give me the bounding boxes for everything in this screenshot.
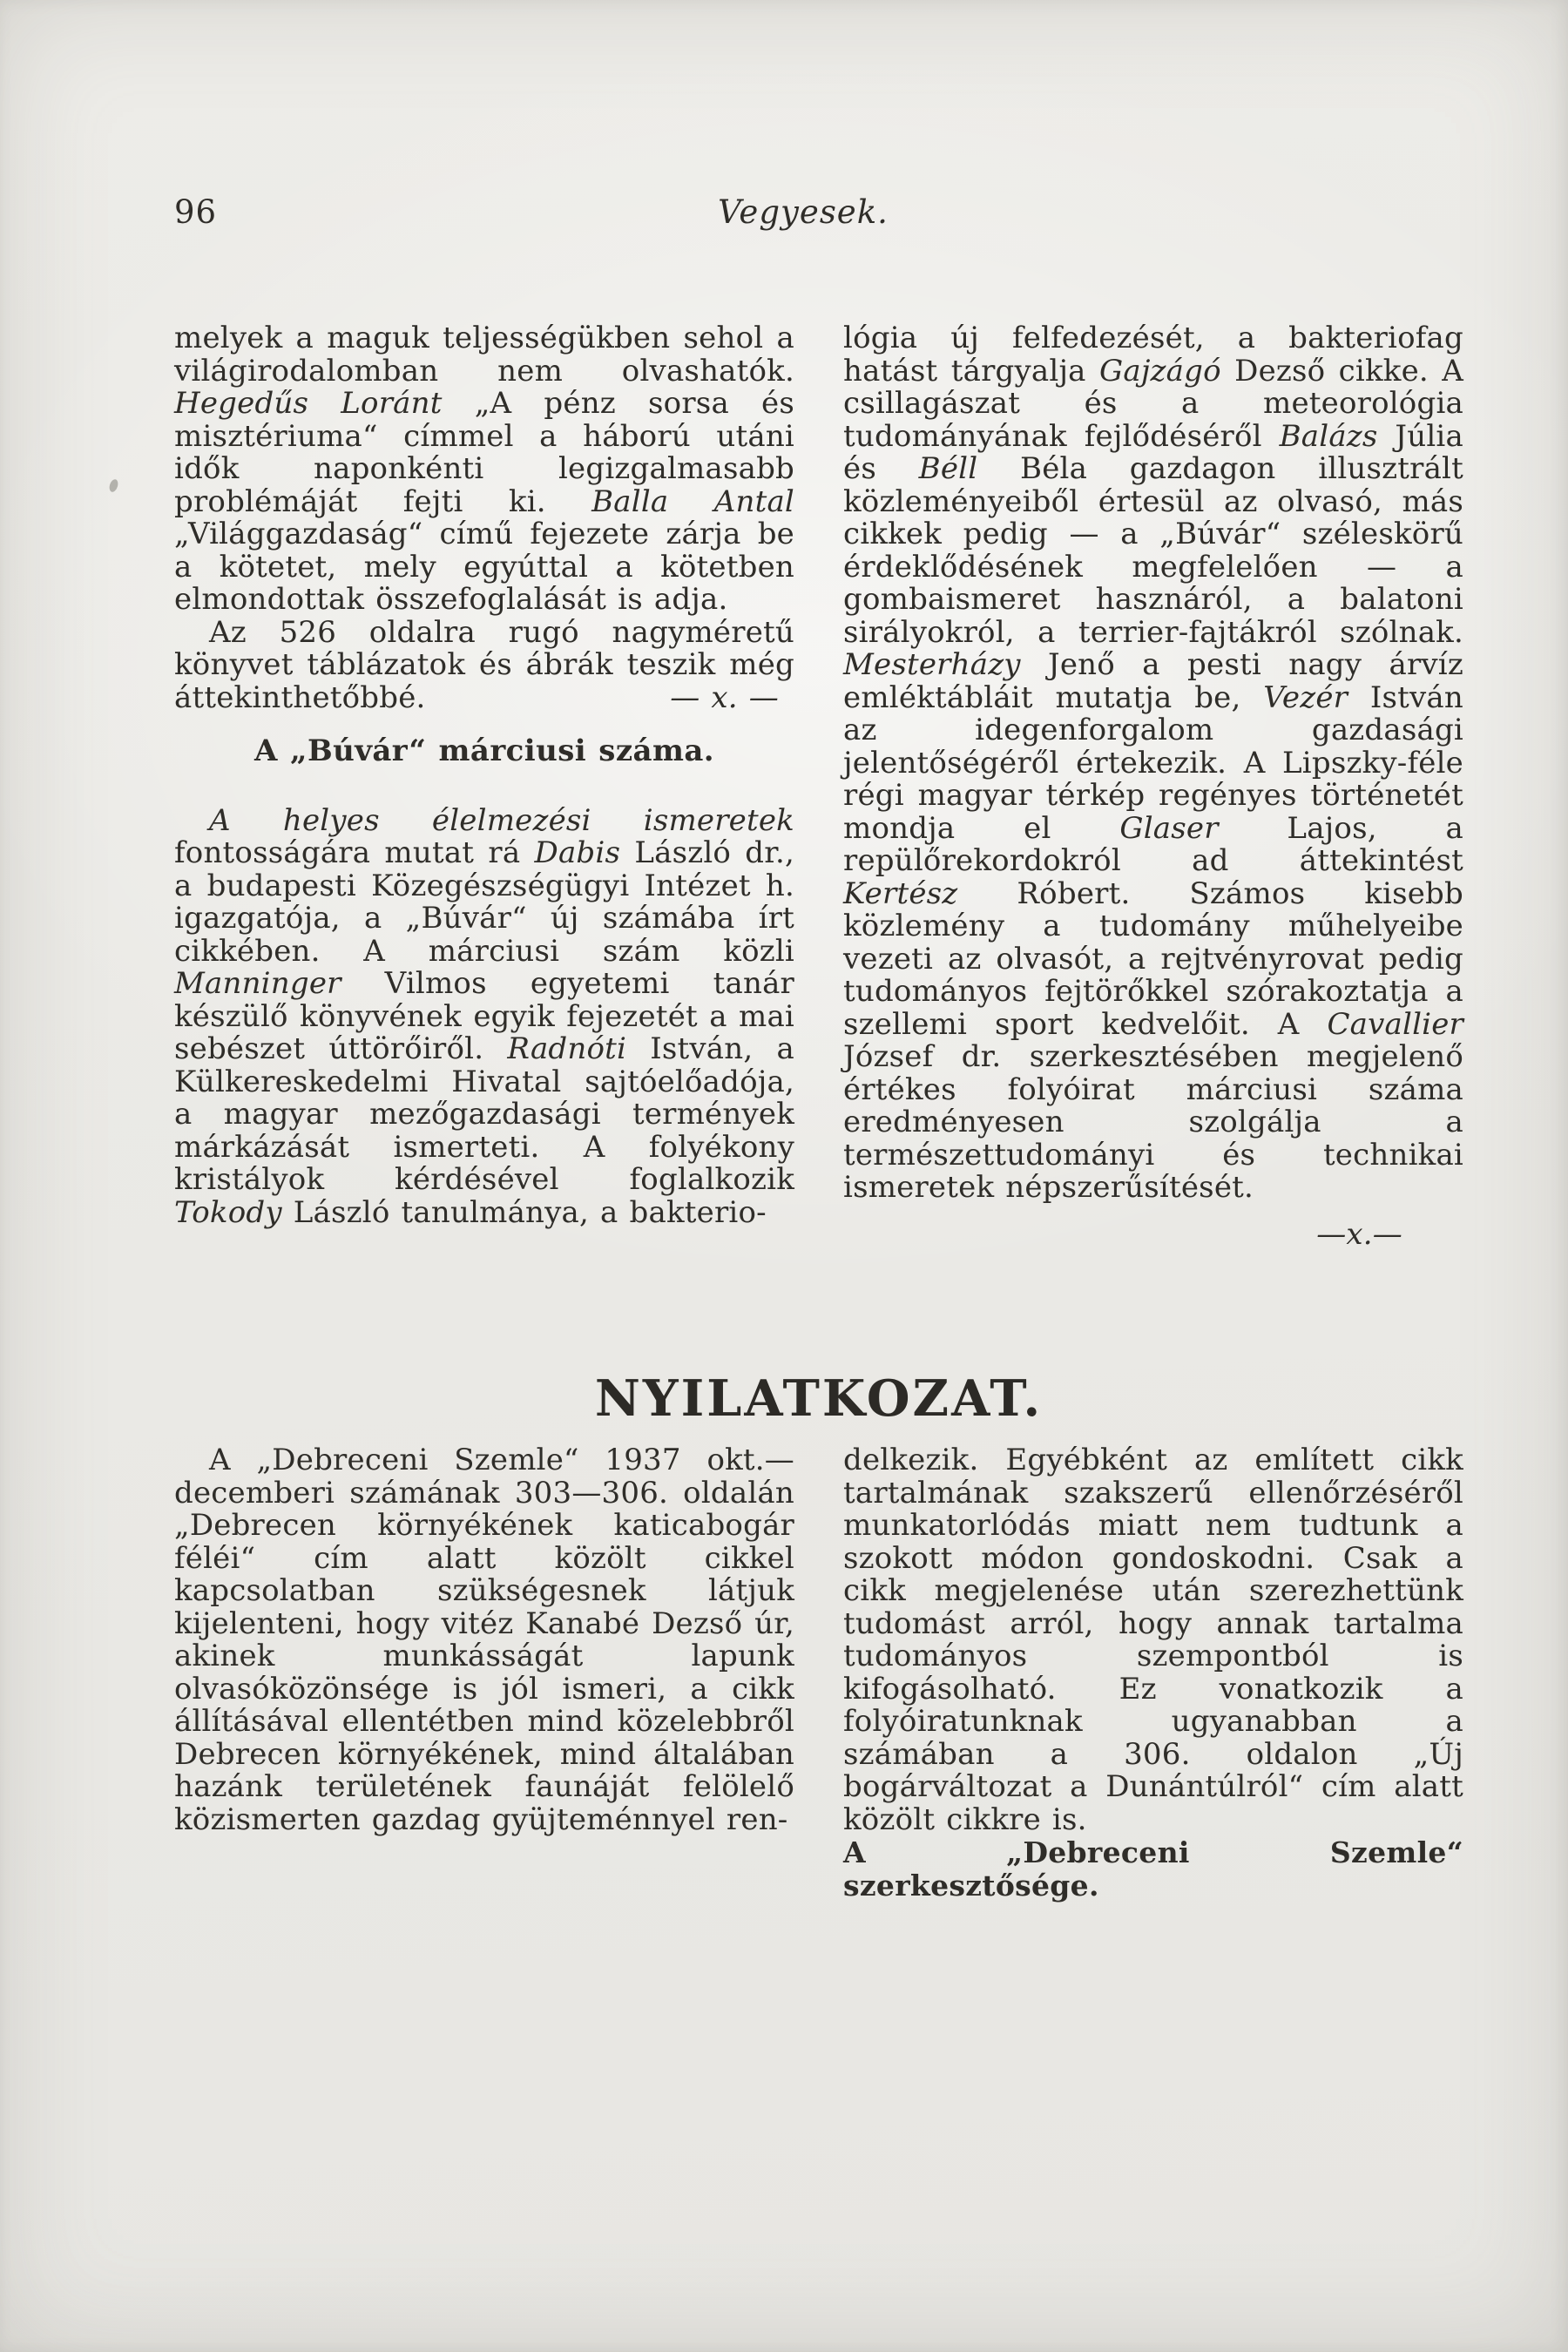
nyilatkozat-heading: NYILATKOZAT. [594, 1369, 1044, 1429]
paragraph-buvar-contents-text: A helyes élelmezési ismeretek fontosságára mutat rá Dabis László dr., a budapesti Közegészségügyi Intézet h. igazgatója, a „Búvár“ új számába írt cikkében. A márciusi szám közli Manninger Vilmos egyetemi tanár készülő könyvének egyik fejezetét a mai sebészet úttörőiről. Radnóti István, a Külkereskedelmi Hivatal sajtóelőadója, a magyar mezőgazdasági termények márkázását ismerteti. A folyékony kristályok kérdésével foglalkozik Tokody László tanulmánya, a bakterio- [174, 802, 794, 1230]
paragraph-declaration-right-text: delkezik. Egyébként az említett cikk tartalmának szakszerű ellenőrzéséről munkatorlódás miatt nem tudtunk a szokott módon gondoskodni. Csak a cikk megjelenése után szerezhettünk tudomást arról, hogy annak tartalma tudományos szempontból is kifogásolható. Ez vonatkozik a folyóiratunknak ugyanabban a számában a 306. oldalon „Új bogárváltozat a Dunántúlról“ cím alatt közölt cikkre is. [843, 1443, 1463, 1837]
running-header [174, 193, 1463, 237]
author-mark-x-right: —x.— [1316, 1216, 1402, 1252]
paragraph-buvar-contents-continued [843, 322, 1463, 1205]
paragraph-declaration-left [174, 1444, 794, 1836]
page-number: 96 [174, 193, 218, 231]
paragraph-book-review-text: melyek a maguk teljességükben sehol a világirodalomban nem olvashatók. Hegedűs Loránt „A pénz sorsa és misztériuma“ címmel a háború utáni idők naponkénti legizgalmasabb problémáját fejti ki. Balla Antal „Világgazdaság“ című fejezete zárja be a kötetet, mely egyúttal a kötetben elmondottak összefoglalását is adja. [174, 321, 794, 617]
paragraph-book-review-continuation [174, 322, 794, 617]
author-mark-x: — x. — [670, 679, 779, 715]
paragraph-buvar-contents [174, 802, 794, 1230]
nyilatkozat-left-column [174, 1444, 794, 1836]
paragraph-buvar-contents-continued-text: lógia új felfedezését, a bakteriofag hatást tárgyalja Gajzágó Dezső cikke. A csillagászat és a meteorológia tudományának fejlődéséről Balázs Júlia és Béll Béla gazdagon illusztrált közleményeiből értesül az olvasó, más cikkek pedig — a „Búvár“ széleskörű érdeklődésének megfelelően — a gombaismeret hasznáról, a balatoni sirályokról, a terrier-fajtákról szólnak. Mesterházy Jenő a pesti nagy árvíz emléktábláit mutatja be, Vezér István az idegenforgalom gazdasági jelentőségéről értekezik. A Lipszky-féle régi magyar térkép regényes történetét mondja el Glaser Lajos, a repülőrekordokról ad áttekintést Kertész Róbert. Számos kisebb közlemény a tudomány műhelyeibe vezeti az olvasót, a rejtvényrovat pedig tudományos fejtörőkkel szórakoztatja a szellemi sport kedvelőit. A Cavallier József dr. szerkesztésében megjelenő értékes folyóirat márciusi száma eredményesen szolgálja a természettudományi és technikai ismeretek népszerűsítését. [843, 321, 1463, 1205]
paragraph-book-volume [174, 614, 794, 715]
running-header-title: Vegyesek. [718, 193, 889, 231]
nyilatkozat-right-column [843, 1444, 1463, 1902]
vegyesek-right-column [843, 322, 1463, 1251]
scan-speck [108, 478, 119, 493]
paragraph-declaration-left-text: A „Debreceni Szemle“ 1937 okt.—decemberi számának 303—306. oldalán „Debrecen környékének katicabogár féléi“ cím alatt közölt cikkel kapcsolatban szükségesnek látjuk kijelenteni, hogy vitéz Kanabé Dezső úr, akinek munkásságát lapunk olvasóközönsége is jól ismeri, a cikk állításával ellentétben mind közelebbről Debrecen környékének, mind általában hazánk területének faunáját felölelő közismerten gazdag gyüjteménnyel ren- [174, 1443, 794, 1837]
vegyesek-left-column [174, 322, 794, 1229]
buvar-subheading: A „Búvár“ márciusi száma. [253, 733, 715, 768]
editorial-signature: A „Debreceni Szemle“ szerkesztősége. [843, 1835, 1463, 1903]
paragraph-book-volume-text: Az 526 oldalra rugó nagyméretű könyvet táblázatok és ábrák teszik még áttekinthetőbbé. [174, 614, 794, 715]
paragraph-declaration-right [843, 1444, 1463, 1836]
